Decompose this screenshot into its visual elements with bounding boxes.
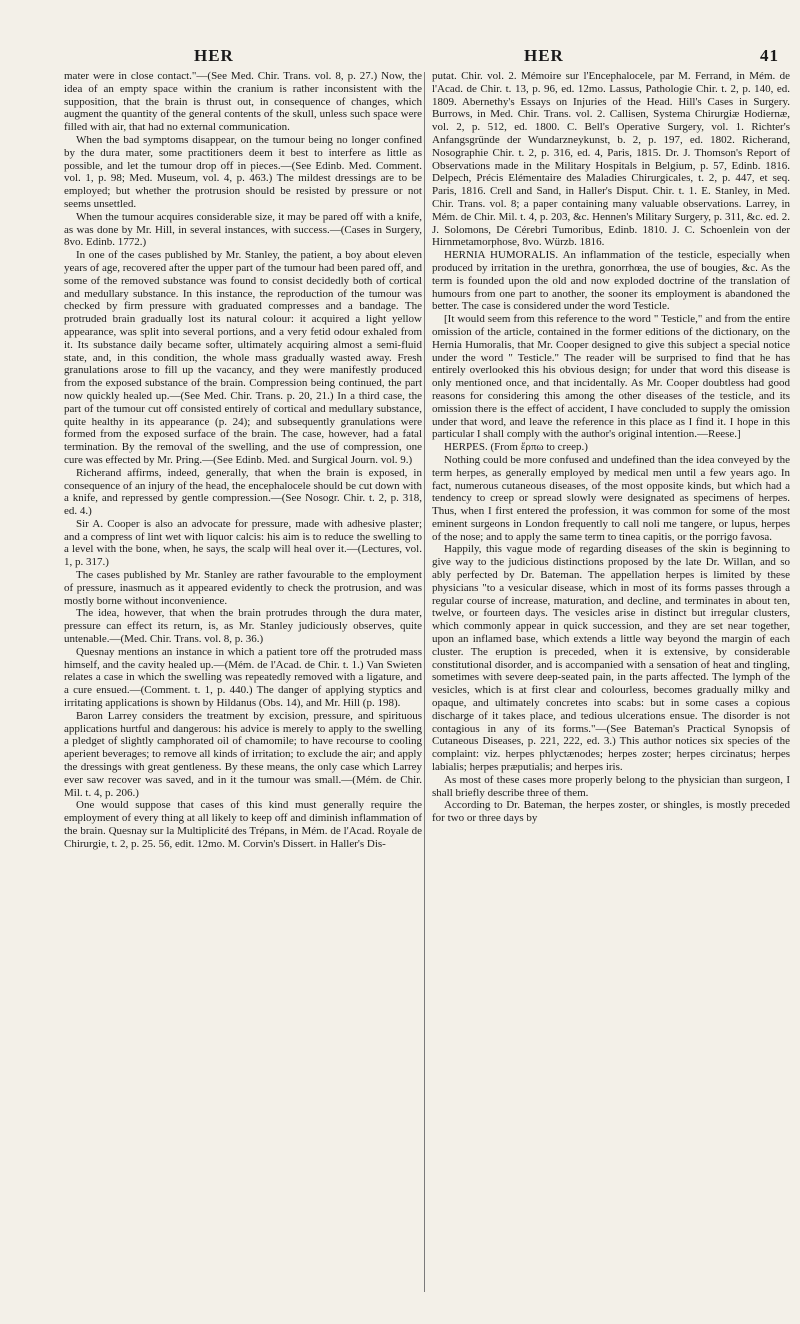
- entry-hernia-humoralis: HERNIA HUMORALIS. An inflammation of the testicle, especially when produced by irritation in the urethra, gonorrhœa, the use of bougies, &c. As the term is founded upon the old and now exploded doctrine of the translation of humours from one part to another, the sooner its employment is abandoned the better. The case is considered under the word Testicle.: [432, 249, 790, 313]
- paragraph: In one of the cases published by Mr. Stanley, the patient, a boy about eleven years of age, recovered after the upper part of the tumour had been pared off, and some of the removed substance was found to consist decidedly both of cortical and medullary substance. In this instance, the reproduction of the tumour was checked by firm pressure with graduated compresses and a bandage. The protruded brain gradually lost its natural colour: it acquired a light yellow appearance, was split into several portions, and a very fetid odour exhaled from it. Its substance daily became softer, ultimately acquiring almost a semi-fluid state, and, in this condition, the whole mass gradually wasted away. Fresh granulations arose to fill up the vacancy, and they were manifestly produced from the exposed substance of the brain. Compression being continued, the part now quickly healed up.—(See Med. Chir. Trans. p. 20, 21.) In a third case, the part of the tumour cut off consisted entirely of cortical and medullary substance, quite healthy in its appearance (p. 24); and subsequently granulations were formed from the exposed surface of the brain. The case, however, had a fatal termination. By the removal of the swelling, and the use of compression, one cure was effected by Mr. Pring.—(See Edinb. Med. and Surgical Journ. vol. 9.): [64, 249, 422, 466]
- running-head-right: HER: [524, 46, 564, 65]
- running-head-left: HER: [194, 46, 234, 65]
- paragraph: When the bad symptoms disappear, on the tumour being no longer confined by the dura mater, some practitioners deem it best to interfere as little as possible, and let the tumour drop off in pieces.—(See Edinb. Med. Comment. vol. 1, p. 98; Med. Museum, vol. 4, p. 463.) The mildest dressings are to be employed; but whether the protrusion should be resisted by pressure or not seems unsettled.: [64, 133, 422, 210]
- paragraph: Nothing could be more confused and undefined than the idea conveyed by the term herpes, as generally employed by medical men until a few years ago. In fact, numerous cutaneous diseases, of the most opposite kinds, but which had a tendency to creep or spread slowly were designated as specimens of herpes. Thus, when I first entered the profession, it was common for some of the most eminent surgeons in London frequently to call noli me tangere, or lupus, herpes of the nose; and to apply the same term to tinea capitis, or the porrigo favosa.: [432, 453, 790, 543]
- entry-herpes: HERPES. (From ἕρπω to creep.): [444, 441, 588, 454]
- paragraph: Baron Larrey considers the treatment by excision, pressure, and spirituous applications hurtful and dangerous: his advice is merely to apply to the swelling a pledget of slightly camphorated oil of chamomile; to have recourse to cooling aperient beverages; to remove all kinds of irritation; to exclude the air; and apply the dressings with great gentleness. By these means, the only case which Larrey ever saw recover was saved, and in it the tumour was small.—(Mém. de Chir. Mil. t. 4, p. 206.): [64, 709, 422, 799]
- paragraph: Richerand affirms, indeed, generally, that when the brain is exposed, in consequence of an injury of the head, the encephalocele should be cut down with a knife, and repressed by gentle compression.—(See Nosogr. Chir. t. 2, p. 318, ed. 4.): [64, 466, 422, 518]
- paragraph: Happily, this vague mode of regarding diseases of the skin is beginning to give way to the judicious distinctions proposed by the late Dr. Willan, and so ably perfected by Dr. Bateman. The appellation herpes is limited by these physicians "to a vesicular disease, which in most of its forms passes through a regular course of increase, maturation, and decline, and terminates in about ten, twelve, or fourteen days. The vesicles arise in distinct but irregular clusters, which commonly appear in quick succession, and they are set near together, upon an inflamed base, which extends a little way beyond the margin of each cluster. The eruption is preceded, when it is extensive, by considerable constitutional disorder, and is accompanied with a sensation of heat and tingling, sometimes with severe deep-seated pain, in the parts affected. The lymph of the vesicles, which is at first clear and colourless, becomes gradually milky and opaque, and ultimately concretes into scabs: but in some cases a copious discharge of it takes place, and tedious ulcerations ensue. The disorder is not contagious in any of its forms."—(See Bateman's Practical Synopsis of Cutaneous Diseases, p. 221, 222, ed. 3.) This author notices six species of the complaint: viz. herpes phlyctænodes; herpes zoster; herpes circinatus; herpes labialis; herpes præputialis; and herpes iris.: [432, 543, 790, 774]
- left-column: [64, 70, 422, 851]
- page-number: 41: [760, 46, 779, 65]
- column-divider: [424, 72, 425, 1292]
- paragraph: mater were in close contact."—(See Med. Chir. Trans. vol. 8, p. 27.) Now, the idea of an empty space within the cranium is rather inconsistent with the supposition, that the brain is thrust out, in consequence of changes, which augment the quantity of the general contents of the skull, unless such space were filled with air, that had no external communication.: [64, 70, 422, 134]
- right-column: [432, 70, 790, 825]
- paragraph: According to Dr. Bateman, the herpes zoster, or shingles, is mostly preceded for two or three days by: [432, 799, 790, 825]
- paragraph: When the tumour acquires considerable size, it may be pared off with a knife, as was done by Mr. Hill, in several instances, with success.—(Cases in Surgery, 8vo. Edinb. 1772.): [64, 210, 422, 249]
- paragraph: The idea, however, that when the brain protrudes through the dura mater, pressure can effect its return, is, as Mr. Stanley judiciously observes, quite untenable.—(Med. Chir. Trans. vol. 8, p. 36.): [64, 607, 422, 646]
- paragraph: As most of these cases more properly belong to the physician than surgeon, I shall briefly describe three of them.: [432, 773, 790, 799]
- paragraph: The cases published by Mr. Stanley are rather favourable to the employment of pressure, inasmuch as it appeared evidently to check the protrusion, and was mostly borne without inconvenience.: [64, 569, 422, 607]
- paragraph: Quesnay mentions an instance in which a patient tore off the protruded mass himself, and the cavity healed up.—(Mém. de l'Acad. de Chir. t. 1.) Van Swieten relates a case in which the swelling was repeatedly removed with a ligature, and a cure ensued.—(Comment. t. 1, p. 440.) The danger of applying styptics and irritating applications is shown by Hildanus (Obs. 14), and Mr. Hill (p. 198).: [64, 645, 422, 710]
- paragraph: [It would seem from this reference to the word " Testicle," and from the entire omission of the article, contained in the former editions of the dictionary, on the Hernia Humoralis, that Mr. Cooper designed to give this subject a special notice under the word " Testicle." The reader will be surprised to find that he has entirely overlooked this his obvious design; for under that word this disease is only mentioned once, and that incidentally. As Mr. Cooper doubtless had good reasons for considering this among the other diseases of the testicle, and its omission there is the effect of accident, I have concluded to supply the omission under that word, and leave the reference in this place as I find it. I hope in this particular I shall comply with the author's original intention.—Reese.]: [432, 313, 790, 441]
- paragraph: Sir A. Cooper is also an advocate for pressure, made with adhesive plaster; and a compress of lint wet with liquor calcis: his aim is to reduce the swelling to a level with the bone, when, he says, the scalp will heal over it.—(Lectures, vol. 1, p. 317.): [64, 517, 422, 569]
- paragraph: One would suppose that cases of this kind must generally require the employment of every thing at all likely to keep off and diminish inflammation of the brain. Quesnay sur la Multiplicité des Trépans, in Mém. de l'Acad. Royale de Chirurgie, t. 2, p. 25. 56, edit. 12mo. M. Corvin's Dissert. in Haller's Dis-: [64, 799, 422, 850]
- paragraph: putat. Chir. vol. 2. Mémoire sur l'Encephalocele, par M. Ferrand, in Mém. de l'Acad. de Chir. t. 13, p. 96, ed. 12mo. Lassus, Pathologie Chir. t. 2, p. 140, ed. 1809. Abernethy's Essays on Injuries of the Head. Hill's Cases in Surgery. Burrows, in Med. Chir. Trans. vol. 2. Callisen, Systema Chirurgiæ Hodiernæ, vol. 2, p. 512, ed. 1800. C. Bell's Operative Surgery, vol. 1. Richter's Anfangsgründe der Wundarzneykunst, b. 2, p. 197, ed. 1802. Richerand, Nosographie Chir. t. 2, p. 316, ed. 4, Paris, 1815. Dr. J. Thomson's Report of Observations made in the Military Hospitals in Belgium, p. 57, Edinb. 1816. Delpech, Précis Elémentaire des Maladies Chirurgicales, t. 2, p. 447, et seq. Paris, 1816. Crell and Sand, in Haller's Disput. Chir. t. 1. E. Stanley, in Med. Chir. Trans. vol. 8; a paper containing many valuable observations. Larrey, in Mém. de Chir. Mil. t. 4, p. 203, &c. Hennen's Military Surgery, p. 311, &c. ed. 2. J. Solomons, De Cérebri Tumoribus, Edinb. 1810. J. C. Schoenlein von der Hirnmetamorphose, 8vo. Würzb. 1816.: [432, 70, 790, 249]
